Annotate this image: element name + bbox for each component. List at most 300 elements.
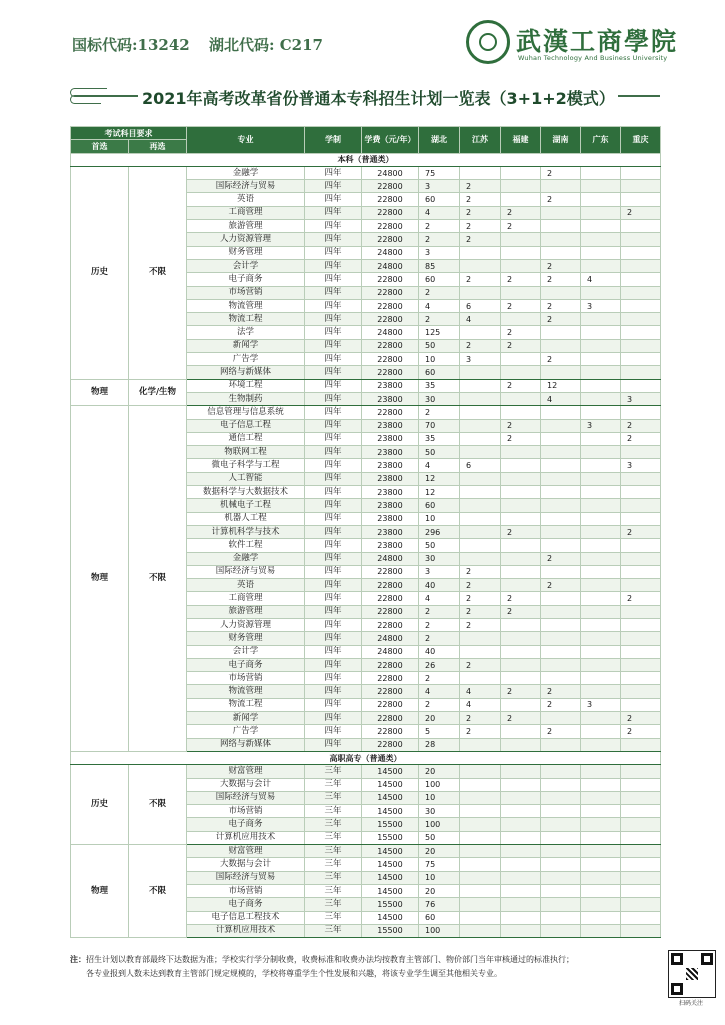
quota-hubei: 85: [419, 259, 460, 272]
tuition-fee: 22800: [362, 206, 419, 219]
quota-hubei: 2: [419, 220, 460, 233]
major-name: 计算机科学与技术: [187, 525, 305, 538]
major-name: 微电子科学与工程: [187, 459, 305, 472]
quota-chongqing: [621, 791, 661, 804]
quota-hunan: [541, 911, 581, 924]
section-row: [71, 751, 661, 764]
quota-fujian: [501, 858, 541, 871]
quota-fujian: 2: [501, 299, 541, 312]
quota-hubei: 4: [419, 685, 460, 698]
duration: 四年: [305, 406, 362, 419]
quota-fujian: [501, 738, 541, 751]
quota-hubei: 75: [419, 166, 460, 179]
duration: 四年: [305, 698, 362, 711]
quota-jiangsu: 4: [460, 698, 501, 711]
quota-fujian: [501, 446, 541, 459]
quota-jiangsu: [460, 778, 501, 791]
quota-hubei: 100: [419, 778, 460, 791]
header-fee: 学费（元/年）: [362, 127, 419, 154]
quota-jiangsu: [460, 432, 501, 445]
quota-fujian: 2: [501, 605, 541, 618]
quota-hunan: [541, 831, 581, 844]
quota-hubei: 40: [419, 579, 460, 592]
quota-fujian: [501, 805, 541, 818]
quota-jiangsu: [460, 486, 501, 499]
tuition-fee: 15500: [362, 924, 419, 937]
quota-fujian: [501, 233, 541, 246]
quota-jiangsu: [460, 805, 501, 818]
quota-hunan: [541, 472, 581, 485]
quota-jiangsu: [460, 499, 501, 512]
quota-chongqing: [621, 259, 661, 272]
tuition-fee: 22800: [362, 685, 419, 698]
quota-jiangsu: 2: [460, 605, 501, 618]
quota-hubei: 20: [419, 845, 460, 858]
quota-chongqing: [621, 645, 661, 658]
tuition-fee: 23800: [362, 512, 419, 525]
tuition-fee: 23800: [362, 499, 419, 512]
quota-guangdong: [581, 884, 621, 897]
quota-guangdong: [581, 831, 621, 844]
quota-fujian: [501, 166, 541, 179]
quota-jiangsu: [460, 286, 501, 299]
quota-chongqing: [621, 884, 661, 897]
quota-guangdong: [581, 259, 621, 272]
table-row: [71, 845, 661, 858]
quota-jiangsu: 2: [460, 206, 501, 219]
duration: 三年: [305, 884, 362, 897]
major-name: 电子商务: [187, 273, 305, 286]
tuition-fee: 24800: [362, 552, 419, 565]
quota-hubei: 60: [419, 273, 460, 286]
duration: 四年: [305, 392, 362, 405]
duration: 四年: [305, 605, 362, 618]
quota-fujian: [501, 366, 541, 379]
tuition-fee: 24800: [362, 246, 419, 259]
quota-hubei: 5: [419, 725, 460, 738]
duration: 四年: [305, 539, 362, 552]
section-label: 本科（普通类）: [71, 153, 661, 166]
quota-fujian: [501, 765, 541, 778]
quota-hubei: 3: [419, 565, 460, 578]
quota-chongqing: [621, 406, 661, 419]
major-name: 人工智能: [187, 472, 305, 485]
footnote-line-2: [70, 967, 660, 981]
quota-hubei: 76: [419, 898, 460, 911]
quota-hubei: 12: [419, 486, 460, 499]
quota-jiangsu: 2: [460, 180, 501, 193]
quota-chongqing: [621, 845, 661, 858]
tuition-fee: 23800: [362, 539, 419, 552]
quota-chongqing: [621, 871, 661, 884]
major-name: 电子信息工程: [187, 419, 305, 432]
quota-jiangsu: 2: [460, 658, 501, 671]
university-english-name: Wuhan Technology And Business University: [518, 54, 668, 62]
quota-guangdong: [581, 406, 621, 419]
title-bar: [70, 86, 660, 112]
page-title: 2021年高考改革省份普通本专科招生计划一览表（3+1+2模式）: [142, 89, 615, 108]
page-header: [0, 0, 725, 80]
quota-hubei: 2: [419, 618, 460, 631]
tuition-fee: 14500: [362, 765, 419, 778]
quota-guangdong: [581, 233, 621, 246]
quota-fujian: [501, 818, 541, 831]
quota-hunan: 2: [541, 273, 581, 286]
quota-fujian: 2: [501, 273, 541, 286]
tuition-fee: 15500: [362, 818, 419, 831]
quota-hubei: 60: [419, 499, 460, 512]
quota-hunan: [541, 618, 581, 631]
major-name: 环境工程: [187, 379, 305, 392]
quota-fujian: [501, 579, 541, 592]
duration: 四年: [305, 286, 362, 299]
major-name: 国际经济与贸易: [187, 565, 305, 578]
tuition-fee: 22800: [362, 193, 419, 206]
major-name: 旅游管理: [187, 605, 305, 618]
tuition-fee: 23800: [362, 459, 419, 472]
hubei-code: 湖北代码: C217: [208, 36, 323, 54]
quota-hunan: [541, 206, 581, 219]
quota-chongqing: [621, 632, 661, 645]
quota-chongqing: 2: [621, 419, 661, 432]
institution-codes: [72, 34, 337, 55]
quota-jiangsu: 2: [460, 592, 501, 605]
duration: 四年: [305, 592, 362, 605]
quota-guangdong: [581, 672, 621, 685]
quota-chongqing: [621, 765, 661, 778]
quota-hubei: 2: [419, 313, 460, 326]
duration: 四年: [305, 512, 362, 525]
quota-chongqing: [621, 738, 661, 751]
tuition-fee: 14500: [362, 911, 419, 924]
quota-hunan: [541, 459, 581, 472]
quota-chongqing: [621, 472, 661, 485]
quota-hubei: 28: [419, 738, 460, 751]
quota-chongqing: [621, 246, 661, 259]
quota-jiangsu: [460, 765, 501, 778]
quota-fujian: [501, 459, 541, 472]
quota-hubei: 60: [419, 193, 460, 206]
major-name: 市场营销: [187, 286, 305, 299]
quota-jiangsu: [460, 472, 501, 485]
quota-chongqing: [621, 778, 661, 791]
duration: 三年: [305, 765, 362, 778]
quota-chongqing: [621, 805, 661, 818]
quota-jiangsu: 4: [460, 313, 501, 326]
tuition-fee: 22800: [362, 339, 419, 352]
quota-chongqing: [621, 233, 661, 246]
major-name: 财富管理: [187, 845, 305, 858]
qr-code-icon: [668, 950, 716, 998]
quota-chongqing: [621, 220, 661, 233]
quota-hunan: 2: [541, 313, 581, 326]
quota-hubei: 20: [419, 884, 460, 897]
duration: 四年: [305, 446, 362, 459]
section-label: 高职高专（普通类）: [71, 751, 661, 764]
quota-hunan: [541, 845, 581, 858]
quota-hunan: [541, 499, 581, 512]
quota-fujian: [501, 512, 541, 525]
table-row: [71, 406, 661, 419]
quota-guangdong: [581, 552, 621, 565]
quota-hunan: 2: [541, 685, 581, 698]
quota-chongqing: [621, 818, 661, 831]
quota-hunan: [541, 791, 581, 804]
quota-chongqing: [621, 565, 661, 578]
duration: 四年: [305, 166, 362, 179]
quota-hubei: 3: [419, 246, 460, 259]
quota-guangdong: 3: [581, 299, 621, 312]
quota-hubei: 2: [419, 698, 460, 711]
tuition-fee: 22800: [362, 220, 419, 233]
quota-hubei: 2: [419, 605, 460, 618]
tuition-fee: 22800: [362, 618, 419, 631]
quota-chongqing: [621, 579, 661, 592]
duration: 四年: [305, 645, 362, 658]
quota-guangdong: [581, 539, 621, 552]
duration: 四年: [305, 618, 362, 631]
quota-hunan: [541, 898, 581, 911]
quota-guangdong: [581, 565, 621, 578]
quota-hunan: 2: [541, 166, 581, 179]
quota-fujian: [501, 472, 541, 485]
tuition-fee: 23800: [362, 379, 419, 392]
tuition-fee: 14500: [362, 845, 419, 858]
major-name: 数据科学与大数据技术: [187, 486, 305, 499]
duration: 四年: [305, 379, 362, 392]
quota-fujian: 2: [501, 685, 541, 698]
quota-jiangsu: [460, 446, 501, 459]
quota-fujian: 2: [501, 432, 541, 445]
quota-guangdong: [581, 512, 621, 525]
quota-hunan: [541, 712, 581, 725]
quota-fujian: [501, 499, 541, 512]
quota-chongqing: [621, 898, 661, 911]
footnote-text-1: 招生计划以教育部最终下达数据为准；学校实行学分制收费，收费标准和收费办法均按教育主管部门、物价部门当年审核通过的标准执行；: [86, 955, 574, 964]
quota-hunan: 2: [541, 698, 581, 711]
major-name: 计算机应用技术: [187, 924, 305, 937]
quota-guangdong: [581, 765, 621, 778]
table-row: [71, 379, 661, 392]
quota-jiangsu: 2: [460, 725, 501, 738]
quota-jiangsu: [460, 898, 501, 911]
quota-hubei: 20: [419, 765, 460, 778]
quota-fujian: [501, 618, 541, 631]
first-choice-subject: 历史: [71, 166, 129, 379]
quota-hunan: 2: [541, 552, 581, 565]
quota-hunan: [541, 592, 581, 605]
duration: 四年: [305, 579, 362, 592]
duration: 四年: [305, 366, 362, 379]
table-row: [71, 765, 661, 778]
major-name: 法学: [187, 326, 305, 339]
quota-hubei: 10: [419, 871, 460, 884]
quota-hubei: 10: [419, 512, 460, 525]
quota-fujian: 2: [501, 525, 541, 538]
duration: 三年: [305, 778, 362, 791]
major-name: 网络与新媒体: [187, 738, 305, 751]
quota-hunan: 4: [541, 392, 581, 405]
quota-fujian: 2: [501, 220, 541, 233]
quota-jiangsu: 4: [460, 685, 501, 698]
quota-hubei: 70: [419, 419, 460, 432]
quota-hubei: 4: [419, 206, 460, 219]
duration: 三年: [305, 831, 362, 844]
quota-hunan: [541, 738, 581, 751]
tuition-fee: 23800: [362, 472, 419, 485]
tuition-fee: 15500: [362, 898, 419, 911]
quota-guangdong: [581, 286, 621, 299]
quota-chongqing: [621, 273, 661, 286]
quota-chongqing: 2: [621, 432, 661, 445]
tuition-fee: 22800: [362, 605, 419, 618]
quota-chongqing: [621, 366, 661, 379]
quota-guangdong: [581, 313, 621, 326]
major-name: 大数据与会计: [187, 858, 305, 871]
quota-hunan: [541, 339, 581, 352]
quota-guangdong: [581, 472, 621, 485]
duration: 三年: [305, 791, 362, 804]
quota-fujian: [501, 672, 541, 685]
quota-fujian: [501, 565, 541, 578]
header-major: 专业: [187, 127, 305, 154]
quota-chongqing: [621, 831, 661, 844]
quota-fujian: 2: [501, 592, 541, 605]
table-body: [71, 153, 661, 938]
duration: 四年: [305, 552, 362, 565]
quota-guangdong: [581, 791, 621, 804]
quota-fujian: [501, 286, 541, 299]
footnote-line-1: [70, 952, 660, 967]
duration: 三年: [305, 845, 362, 858]
quota-hunan: [541, 805, 581, 818]
quota-guangdong: [581, 845, 621, 858]
enrollment-plan-table-wrapper: [70, 126, 660, 938]
quota-hunan: [541, 605, 581, 618]
tuition-fee: 24800: [362, 632, 419, 645]
duration: 四年: [305, 486, 362, 499]
quota-jiangsu: [460, 924, 501, 937]
quota-hubei: 50: [419, 539, 460, 552]
quota-hunan: [541, 871, 581, 884]
footnote-label: 注：: [70, 954, 86, 964]
quota-guangdong: [581, 432, 621, 445]
tuition-fee: 22800: [362, 565, 419, 578]
tuition-fee: 22800: [362, 658, 419, 671]
major-name: 新闻学: [187, 339, 305, 352]
major-name: 金融学: [187, 552, 305, 565]
quota-hunan: [541, 924, 581, 937]
duration: 三年: [305, 924, 362, 937]
quota-guangdong: [581, 392, 621, 405]
quota-chongqing: 2: [621, 592, 661, 605]
quota-hubei: 2: [419, 233, 460, 246]
quota-chongqing: [621, 911, 661, 924]
quota-fujian: [501, 632, 541, 645]
quota-chongqing: [621, 924, 661, 937]
second-choice-subject: 不限: [129, 166, 187, 379]
duration: 三年: [305, 898, 362, 911]
header-subject-requirement: 考试科目要求: [71, 127, 187, 140]
duration: 四年: [305, 326, 362, 339]
quota-jiangsu: 2: [460, 273, 501, 286]
major-name: 电子信息工程技术: [187, 911, 305, 924]
university-seal-icon: [466, 20, 510, 64]
quota-hubei: 100: [419, 818, 460, 831]
tuition-fee: 22800: [362, 299, 419, 312]
quota-guangdong: [581, 525, 621, 538]
quota-fujian: [501, 698, 541, 711]
quota-chongqing: [621, 539, 661, 552]
second-choice-subject: 不限: [129, 845, 187, 938]
duration: 三年: [305, 805, 362, 818]
quota-hubei: 100: [419, 924, 460, 937]
quota-hubei: 4: [419, 459, 460, 472]
quota-hunan: 2: [541, 259, 581, 272]
quota-hunan: [541, 884, 581, 897]
quota-guangdong: [581, 166, 621, 179]
quota-hubei: 50: [419, 446, 460, 459]
quota-chongqing: [621, 166, 661, 179]
quota-hubei: 35: [419, 379, 460, 392]
quota-hunan: [541, 366, 581, 379]
major-name: 工商管理: [187, 206, 305, 219]
quota-hubei: 2: [419, 406, 460, 419]
quota-fujian: 2: [501, 326, 541, 339]
quota-guangdong: [581, 193, 621, 206]
header-province: 湖北: [419, 127, 460, 154]
quota-guangdong: [581, 818, 621, 831]
quota-hubei: 40: [419, 645, 460, 658]
quota-fujian: 2: [501, 419, 541, 432]
quota-chongqing: [621, 286, 661, 299]
quota-chongqing: 2: [621, 712, 661, 725]
quota-jiangsu: 2: [460, 233, 501, 246]
major-name: 财富管理: [187, 765, 305, 778]
quota-hubei: 60: [419, 366, 460, 379]
major-name: 新闻学: [187, 712, 305, 725]
duration: 三年: [305, 858, 362, 871]
second-choice-subject: 不限: [129, 765, 187, 845]
quota-guangdong: 3: [581, 698, 621, 711]
quota-guangdong: [581, 579, 621, 592]
enrollment-plan-table: [70, 126, 661, 938]
quota-chongqing: [621, 379, 661, 392]
footnote-text-2: 各专业报到人数未达到教育主管部门规定规模的，学校将尊重学生个性发展和兴趣，将该专业学生调至其他相关专业。: [86, 969, 502, 978]
header-province: 江苏: [460, 127, 501, 154]
major-name: 网络与新媒体: [187, 366, 305, 379]
tuition-fee: 14500: [362, 871, 419, 884]
tuition-fee: 24800: [362, 326, 419, 339]
header-province: 福建: [501, 127, 541, 154]
quota-hubei: 60: [419, 911, 460, 924]
quota-hunan: 2: [541, 353, 581, 366]
quota-chongqing: 3: [621, 459, 661, 472]
tuition-fee: 14500: [362, 884, 419, 897]
quota-fujian: [501, 911, 541, 924]
tuition-fee: 22800: [362, 366, 419, 379]
quota-hunan: [541, 658, 581, 671]
quota-jiangsu: [460, 326, 501, 339]
second-choice-subject: 不限: [129, 406, 187, 752]
quota-hubei: 75: [419, 858, 460, 871]
duration: 四年: [305, 459, 362, 472]
tuition-fee: 23800: [362, 446, 419, 459]
quota-hubei: 30: [419, 805, 460, 818]
quota-fujian: [501, 898, 541, 911]
first-choice-subject: 物理: [71, 379, 129, 406]
quota-guangdong: [581, 778, 621, 791]
